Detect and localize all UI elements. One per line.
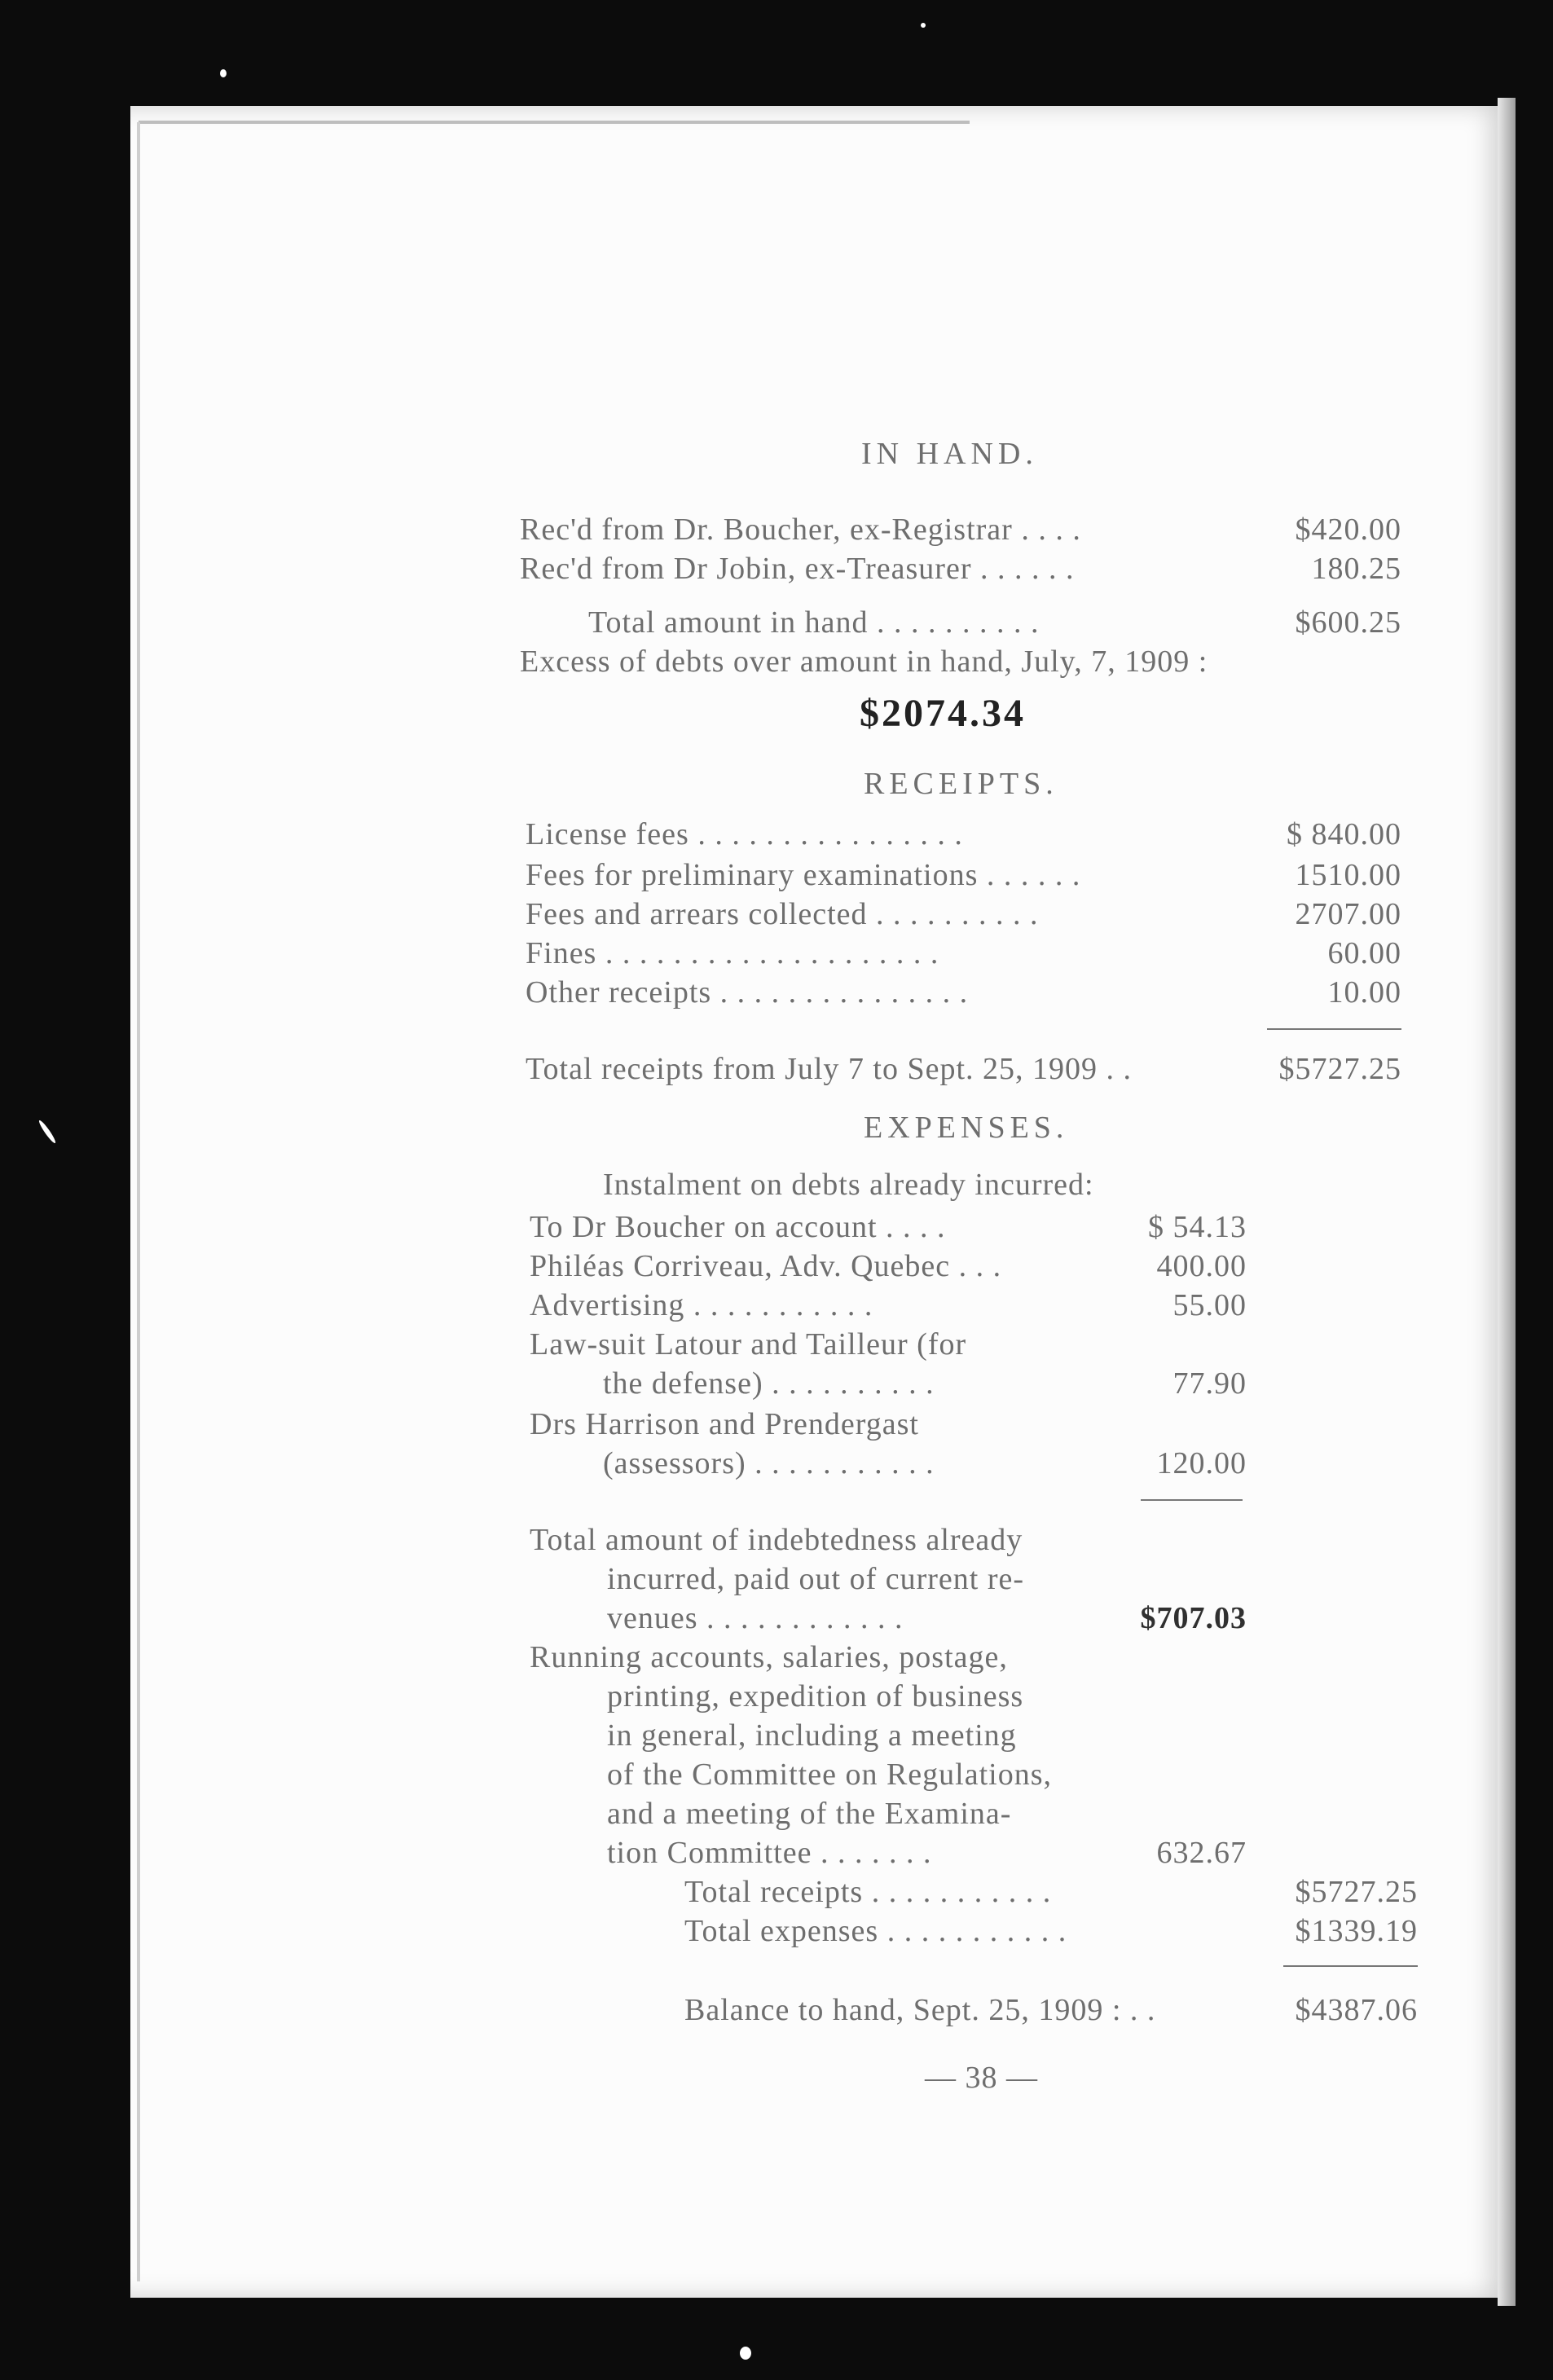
running-accounts-line: of the Committee on Regulations, [607, 1758, 1052, 1792]
in-hand-total-amount: $600.25 [1295, 605, 1401, 640]
receipt-row-amount: 10.00 [1327, 975, 1401, 1010]
sum-rule [1141, 1499, 1243, 1501]
sum-rule [1267, 1028, 1401, 1030]
receipt-row-amount: 60.00 [1327, 936, 1401, 970]
expenses-heading: EXPENSES. [864, 1111, 1069, 1145]
indebtedness-amount: $707.03 [1140, 1601, 1247, 1635]
sum-rule [1283, 1965, 1418, 1967]
in-hand-row-label: Rec'd from Dr Jobin, ex-Treasurer . . . . . . [520, 552, 1075, 586]
page-number: — 38 — [925, 2061, 1038, 2095]
running-accounts-amount: 632.67 [1156, 1836, 1247, 1870]
expense-row-label-continued: (assessors) . . . . . . . . . . . [603, 1446, 935, 1480]
summary-total-expenses-amount: $1339.19 [1295, 1914, 1418, 1948]
expense-row-amount: 55.00 [1172, 1288, 1247, 1322]
receipts-total-amount: $5727.25 [1278, 1052, 1401, 1086]
in-hand-row-amount: $420.00 [1295, 513, 1401, 547]
receipt-row-amount: 2707.00 [1295, 897, 1401, 931]
expense-row-label: Drs Harrison and Prendergast [530, 1407, 919, 1441]
receipt-row-label: License fees . . . . . . . . . . . . . . . . [526, 817, 963, 851]
indebtedness-line: Total amount of indebtedness already [530, 1523, 1023, 1557]
running-accounts-line: printing, expedition of business [607, 1679, 1024, 1714]
expense-row-amount: 120.00 [1156, 1446, 1247, 1480]
indebtedness-line: incurred, paid out of current re- [607, 1562, 1025, 1596]
running-accounts-line: tion Committee . . . . . . . [607, 1836, 932, 1870]
page-edge [137, 122, 140, 2281]
running-accounts-line: and a meeting of the Examina- [607, 1797, 1012, 1831]
indebtedness-line: venues . . . . . . . . . . . . [607, 1601, 904, 1635]
expense-row-amount: $ 54.13 [1148, 1210, 1247, 1244]
summary-total-receipts-amount: $5727.25 [1295, 1875, 1418, 1909]
expense-row-amount: 400.00 [1156, 1249, 1247, 1283]
balance-amount: $4387.06 [1295, 1993, 1418, 2027]
in-hand-row-label: Rec'd from Dr. Boucher, ex-Registrar . . . . [520, 513, 1081, 547]
receipt-row-label: Fines . . . . . . . . . . . . . . . . . . . . [526, 936, 939, 970]
receipt-row-label: Other receipts . . . . . . . . . . . . . . . [526, 975, 969, 1010]
receipts-heading: RECEIPTS. [864, 767, 1058, 801]
dust-speck [220, 69, 227, 77]
expenses-intro: Instalment on debts already incurred: [603, 1168, 1094, 1202]
in-hand-total-label: Total amount in hand . . . . . . . . . . [588, 605, 1040, 640]
summary-total-expenses-label: Total expenses . . . . . . . . . . . [684, 1914, 1067, 1948]
excess-label: Excess of debts over amount in hand, July, 7, 1909 : [520, 644, 1208, 679]
expense-row-label-continued: the defense) . . . . . . . . . . [603, 1366, 935, 1401]
dust-speck [37, 1119, 57, 1144]
expense-row-label: Law-suit Latour and Tailleur (for [530, 1327, 967, 1362]
receipt-row-label: Fees for preliminary examinations . . . . . . [526, 858, 1081, 892]
receipt-row-amount: 1510.00 [1295, 858, 1401, 892]
expense-row-label: To Dr Boucher on account . . . . [530, 1210, 946, 1244]
page-edge [139, 121, 970, 124]
dust-speck [740, 2347, 751, 2360]
receipts-total-label: Total receipts from July 7 to Sept. 25, 1909 . . [526, 1052, 1133, 1086]
running-accounts-line: in general, including a meeting [607, 1718, 1017, 1753]
balance-label: Balance to hand, Sept. 25, 1909 : . . [684, 1993, 1156, 2027]
page-edge [1498, 98, 1516, 2306]
in-hand-row-amount: 180.25 [1311, 552, 1401, 586]
summary-total-receipts-label: Total receipts . . . . . . . . . . . [684, 1875, 1052, 1909]
excess-amount: $2074.34 [860, 692, 1026, 735]
running-accounts-line: Running accounts, salaries, postage, [530, 1640, 1008, 1674]
dust-speck [921, 23, 926, 28]
expense-row-label: Philéas Corriveau, Adv. Quebec . . . [530, 1249, 1002, 1283]
receipt-row-amount: $ 840.00 [1287, 817, 1401, 851]
receipt-row-label: Fees and arrears collected . . . . . . . . . . [526, 897, 1039, 931]
expense-row-amount: 77.90 [1172, 1366, 1247, 1401]
in-hand-heading: IN HAND. [861, 437, 1038, 471]
expense-row-label: Advertising . . . . . . . . . . . [530, 1288, 873, 1322]
